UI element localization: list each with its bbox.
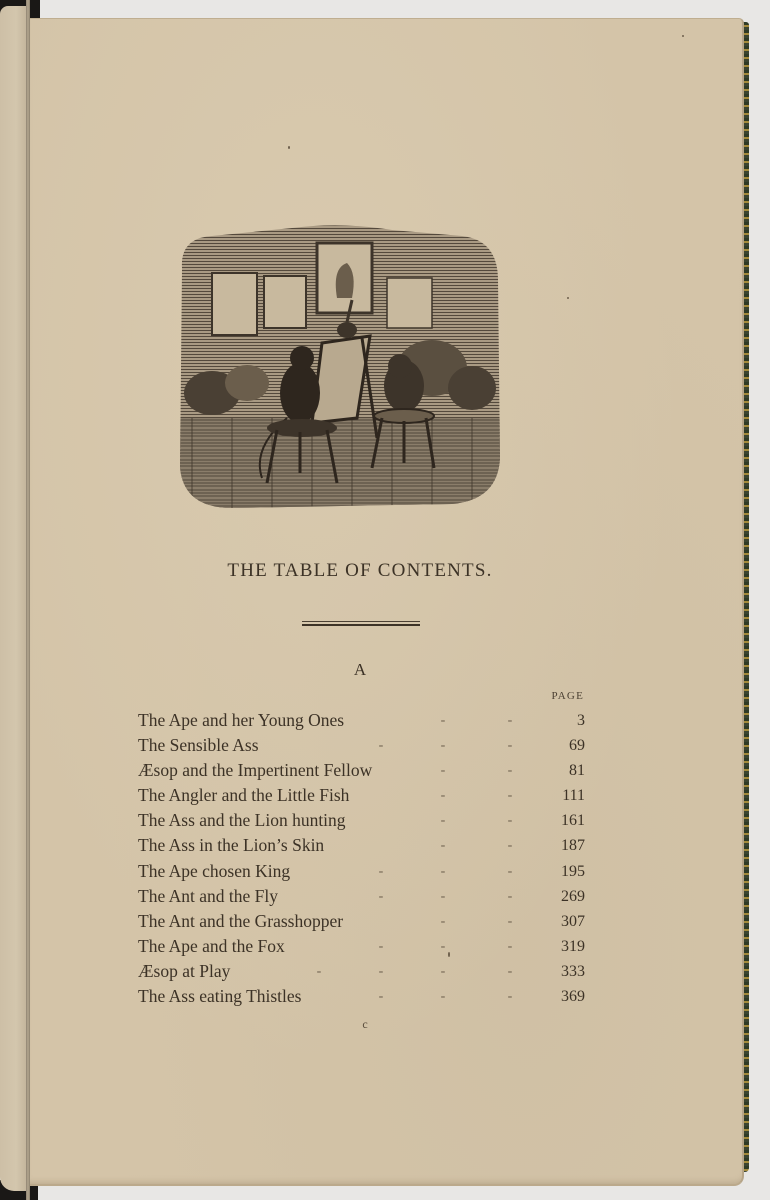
leader-dash: - — [440, 963, 446, 979]
leader-dash: - — [316, 963, 322, 979]
toc-entry[interactable] — [138, 708, 585, 733]
leader-dash: - — [507, 989, 513, 1005]
toc-entry[interactable] — [138, 959, 585, 984]
page-title: THE TABLE OF CONTENTS. — [227, 560, 493, 581]
toc-entry[interactable] — [138, 984, 585, 1009]
leader-dash: - — [440, 913, 446, 929]
toc-entry[interactable] — [138, 733, 585, 758]
toc-entry-page: 69 — [569, 737, 585, 755]
leader-dash: - — [507, 863, 513, 879]
leader-dash: - — [440, 863, 446, 879]
toc-entry-title: The Angler and the Little Fish — [138, 785, 350, 806]
leader-dash: - — [440, 938, 446, 954]
leader-dash: - — [378, 963, 384, 979]
leader-dash: - — [378, 738, 384, 754]
signature-mark: c — [362, 1017, 368, 1031]
leader-dash: - — [507, 888, 513, 904]
double-rule-divider — [302, 621, 420, 626]
leader-dash: - — [507, 813, 513, 829]
toc-entry-page: 195 — [561, 862, 585, 880]
toc-entry-page: 3 — [577, 712, 585, 729]
toc-entry-title: The Ape and her Young Ones — [138, 710, 345, 730]
toc-entry-page: 333 — [561, 962, 585, 980]
leader-dash: - — [440, 838, 446, 854]
toc-entry-page: 269 — [561, 887, 585, 905]
toc-entry-page: 81 — [569, 762, 585, 780]
leader-dash: - — [378, 989, 384, 1005]
leader-dash: - — [507, 913, 513, 929]
toc-entry-title: The Ass and the Lion hunting — [138, 810, 346, 831]
paper-speck — [682, 35, 684, 37]
toc-entry-title: The Ass eating Thistles — [138, 986, 302, 1007]
engraving-illustration — [172, 218, 504, 514]
toc-entry-page: 319 — [561, 937, 585, 955]
toc-entry-page: 369 — [561, 988, 585, 1006]
book-page — [30, 18, 744, 1186]
toc-entry-page: 187 — [561, 837, 585, 855]
section-letter: A — [353, 660, 367, 679]
leader-dash: - — [378, 863, 384, 879]
toc-entry[interactable] — [138, 758, 585, 783]
leader-dash: - — [440, 788, 446, 804]
paper-speck — [567, 297, 569, 299]
leader-dash: - — [440, 738, 446, 754]
monkey-painter-engraving-icon — [172, 218, 504, 514]
leader-dash: - — [378, 938, 384, 954]
leader-dash: - — [507, 963, 513, 979]
toc-entry[interactable] — [138, 859, 585, 884]
toc-entry-page: 161 — [561, 812, 585, 830]
leader-dash: - — [507, 763, 513, 779]
toc-entry[interactable] — [138, 934, 585, 959]
toc-entry[interactable] — [138, 808, 585, 833]
toc-entry-title: The Ant and the Grasshopper — [138, 910, 344, 931]
leader-dash: - — [507, 938, 513, 954]
leader-dash: - — [440, 888, 446, 904]
toc-entry[interactable] — [138, 833, 585, 858]
toc-entry-title: Æsop and the Impertinent Fellow — [138, 760, 373, 781]
toc-entry[interactable] — [138, 884, 585, 909]
toc-entry[interactable] — [138, 783, 585, 808]
paper-speck — [288, 146, 290, 149]
toc-entry[interactable] — [138, 909, 585, 934]
leader-dash: - — [440, 713, 446, 728]
leader-dash: - — [507, 738, 513, 754]
toc-entry-title: The Ant and the Fly — [138, 885, 278, 906]
facing-page-edge — [0, 6, 27, 1191]
leader-dash: - — [440, 989, 446, 1005]
toc-entry-title: The Sensible Ass — [138, 735, 259, 756]
leader-dash: - — [378, 888, 384, 904]
toc-entry-title: The Ape chosen King — [138, 860, 291, 881]
toc-entry-title: Æsop at Play — [138, 960, 231, 981]
toc-entry-page: 111 — [562, 787, 585, 805]
toc-entry-page: 307 — [561, 912, 585, 930]
leader-dash: - — [507, 713, 513, 728]
page-column-header: PAGE — [551, 690, 584, 702]
table-of-contents — [138, 708, 585, 1009]
leader-dash: - — [440, 813, 446, 829]
toc-entry-title: The Ape and the Fox — [138, 935, 285, 956]
leader-dash: - — [507, 838, 513, 854]
leader-dash: - — [440, 763, 446, 779]
toc-entry-title: The Ass in the Lion’s Skin — [138, 835, 325, 856]
leader-dash: - — [507, 788, 513, 804]
